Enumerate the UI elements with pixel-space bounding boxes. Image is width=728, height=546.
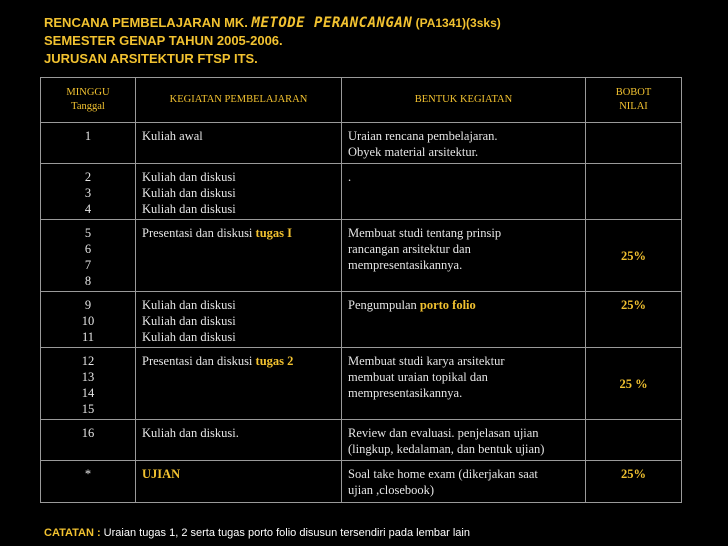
task-highlight: tugas I <box>255 226 293 240</box>
activity-cell: Presentasi dan diskusi tugas 2 <box>136 348 342 420</box>
form-cell: . <box>342 164 586 220</box>
col-header-form: BENTUK KEGIATAN <box>342 78 586 123</box>
weight-cell <box>586 164 682 220</box>
table-row <box>41 220 682 292</box>
footnote-text: Uraian tugas 1, 2 serta tugas porto folio disusun tersendiri pada lembar lain <box>103 527 470 539</box>
col-header-week: MINGGU Tanggal <box>41 78 136 123</box>
form-cell: Pengumpulan porto folio <box>342 292 586 348</box>
exam-label: UJIAN <box>142 467 181 481</box>
week-cell: * <box>41 461 136 503</box>
activity-cell: Kuliah dan diskusi. <box>136 420 342 461</box>
semester-line: SEMESTER GENAP TAHUN 2005-2006. <box>44 33 283 48</box>
weight-cell: 25% <box>586 292 682 348</box>
document-header <box>44 14 704 68</box>
form-cell: Membuat studi karya arsitektur membuat uraian topikal dan mempresentasikannya. <box>342 348 586 420</box>
course-code: (PA1341)(3sks) <box>412 16 501 30</box>
form-cell: Review dan evaluasi. penjelasan ujian (lingkup, kedalaman, dan bentuk ujian) <box>342 420 586 461</box>
table-row <box>41 348 682 420</box>
week-cell: 9 10 11 <box>41 292 136 348</box>
week-cell: 12 13 14 15 <box>41 348 136 420</box>
title-prefix: RENCANA PEMBELAJARAN MK. <box>44 15 252 30</box>
department-line: JURUSAN ARSITEKTUR FTSP ITS. <box>44 51 258 66</box>
table-row <box>41 164 682 220</box>
activity-cell: Presentasi dan diskusi tugas I <box>136 220 342 292</box>
table-row <box>41 461 682 503</box>
portfolio-highlight: porto folio <box>419 298 476 312</box>
footnote <box>44 527 470 539</box>
title-line <box>44 14 704 32</box>
form-cell: Membuat studi tentang prinsip rancangan arsitektur dan mempresentasikannya. <box>342 220 586 292</box>
table-header-row <box>41 78 682 123</box>
activity-cell: Kuliah dan diskusi Kuliah dan diskusi Kuliah dan diskusi <box>136 164 342 220</box>
table-row <box>41 420 682 461</box>
footnote-label: CATATAN : <box>44 527 104 539</box>
weight-cell: 25% <box>586 461 682 503</box>
activity-cell <box>136 461 342 503</box>
week-cell: 2 3 4 <box>41 164 136 220</box>
form-cell: Uraian rencana pembelajaran. Obyek material arsitektur. <box>342 123 586 164</box>
form-cell: Soal take home exam (dikerjakan saat ujian ,closebook) <box>342 461 586 503</box>
task-highlight: tugas 2 <box>255 354 294 368</box>
week-cell: 5 6 7 8 <box>41 220 136 292</box>
table-row <box>41 292 682 348</box>
weight-cell <box>586 123 682 164</box>
activity-cell: Kuliah awal <box>136 123 342 164</box>
weight-cell <box>586 420 682 461</box>
col-header-weight: BOBOT NILAI <box>586 78 682 123</box>
lesson-plan-table <box>40 77 682 503</box>
course-name: METODE PERANCANGAN <box>251 15 413 31</box>
week-cell: 16 <box>41 420 136 461</box>
col-header-activity: KEGIATAN PEMBELAJARAN <box>136 78 342 123</box>
week-cell: 1 <box>41 123 136 164</box>
activity-cell: Kuliah dan diskusi Kuliah dan diskusi Kuliah dan diskusi <box>136 292 342 348</box>
table-row <box>41 123 682 164</box>
weight-cell: 25% <box>586 220 682 292</box>
weight-cell: 25 % <box>586 348 682 420</box>
